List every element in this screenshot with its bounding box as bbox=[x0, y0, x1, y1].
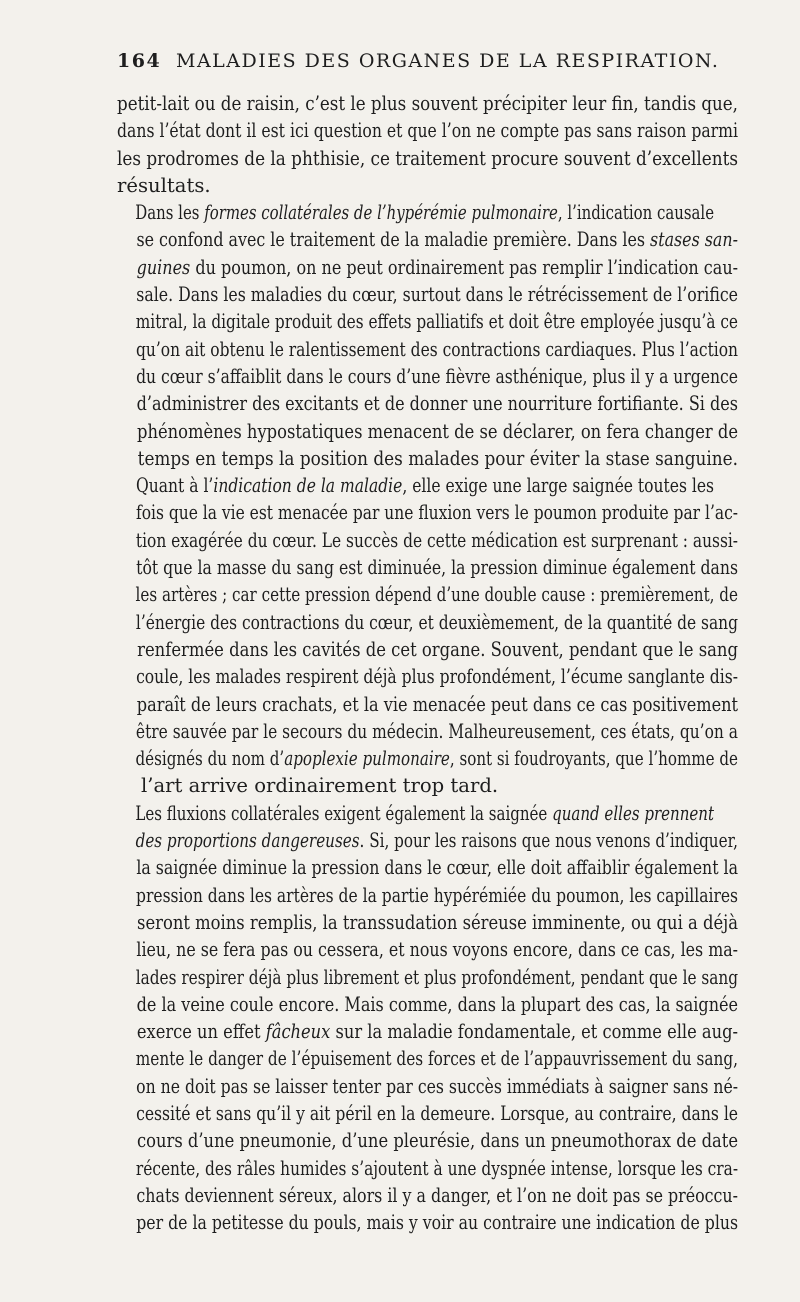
text-run: lades respirer déjà plus librement et plus profondément, pendant que le sang bbox=[135, 965, 739, 989]
text-line bbox=[117, 1100, 738, 1127]
text-run: du poumon, on ne peut ordinairement pas remplir l’indication cau- bbox=[190, 255, 739, 279]
paragraph bbox=[117, 90, 738, 199]
text-run: d’administrer des excitants et de donner une nourriture fortifiante. Si des bbox=[136, 392, 738, 416]
text-line bbox=[117, 691, 738, 718]
text-line bbox=[117, 336, 738, 363]
text-line bbox=[117, 445, 738, 472]
text-line bbox=[117, 1209, 738, 1236]
text-run: désignés du nom d’ bbox=[135, 747, 285, 771]
text-run: pression dans les artères de la partie hypérémiée du poumon, les capillaires bbox=[136, 883, 739, 907]
text-line bbox=[117, 1073, 738, 1100]
text-run: sur la maladie fondamentale, et comme elle aug- bbox=[330, 1020, 739, 1044]
text-run: tôt que la masse du sang est diminuée, la pression diminue également dans bbox=[136, 556, 739, 580]
text-run: de la veine coule encore. Mais comme, dans la plupart des cas, la saignée bbox=[136, 992, 739, 1016]
text-line bbox=[117, 254, 738, 281]
text-run: être sauvée par le secours du médecin. Malheureusement, ces états, qu’on a bbox=[135, 719, 738, 743]
text-run: la saignée diminue la pression dans le cœur, elle doit affaiblir également la bbox=[136, 856, 739, 880]
text-line bbox=[117, 390, 738, 417]
text-run: Dans les bbox=[135, 201, 205, 225]
italic-phrase: stases san- bbox=[650, 228, 738, 252]
text-run: l’art arrive ordinairement trop tard. bbox=[141, 774, 499, 798]
text-line bbox=[117, 363, 738, 390]
text-line bbox=[117, 827, 738, 854]
text-line bbox=[117, 418, 738, 445]
text-run: tion exagérée du cœur. Le succès de cette médication est surprenant : aussi- bbox=[135, 528, 739, 552]
text-run: fois que la vie est menacée par une fluxion vers le poumon produite par l’ac- bbox=[135, 501, 739, 525]
text-line bbox=[117, 936, 738, 963]
text-run: les artères ; car cette pression dépend d’une double cause : premièrement, de bbox=[135, 583, 738, 607]
text-run: cessité et sans qu’il y ait péril en la demeure. Lorsque, au contraire, dans le bbox=[136, 1101, 739, 1125]
text-line bbox=[117, 882, 738, 909]
text-line bbox=[117, 117, 738, 144]
text-run: les prodromes de la phthisie, ce traitement procure souvent d’excellents bbox=[117, 146, 739, 170]
text-run: résultats. bbox=[117, 173, 211, 197]
text-run: lieu, ne se fera pas ou cessera, et nous voyons encore, dans ce cas, les ma- bbox=[136, 938, 739, 962]
text-line bbox=[117, 718, 738, 745]
italic-phrase: des proportions dangereuses bbox=[135, 829, 360, 853]
text-line bbox=[117, 745, 738, 772]
italic-phrase: guines bbox=[136, 255, 191, 279]
paragraph bbox=[117, 199, 738, 472]
text-run: l’énergie des contractions du cœur, et deuxièmement, de la quantité de sang bbox=[135, 610, 738, 634]
text-run: exerce un effet bbox=[136, 1020, 266, 1044]
text-line bbox=[117, 308, 738, 335]
text-run: coule, les malades respirent déjà plus profondément, l’écume sanglante dis- bbox=[136, 665, 738, 689]
text-line bbox=[117, 527, 738, 554]
text-run: phénomènes hypostatiques menacent de se déclarer, on fera changer de bbox=[137, 419, 739, 443]
text-line bbox=[117, 1018, 738, 1045]
text-line bbox=[117, 581, 738, 608]
page-header bbox=[117, 50, 738, 90]
text-line bbox=[117, 800, 714, 827]
text-run: paraît de leurs crachats, et la vie menacée peut dans ce cas positivement bbox=[136, 692, 739, 716]
text-line bbox=[117, 609, 738, 636]
text-line bbox=[117, 1182, 738, 1209]
text-line bbox=[117, 199, 714, 226]
text-line bbox=[117, 1127, 738, 1154]
text-run: sale. Dans les maladies du cœur, surtout dans le rétrécissement de l’orifice bbox=[136, 283, 738, 307]
text-line bbox=[117, 964, 738, 991]
text-run: petit-lait ou de raisin, c’est le plus souvent précipiter leur fin, tandis que, bbox=[117, 92, 739, 115]
text-line bbox=[117, 226, 738, 253]
paragraph bbox=[117, 800, 738, 1237]
text-run: récente, des râles humides s’ajoutent à une dyspnée intense, lorsque les cra- bbox=[135, 1156, 739, 1180]
text-run: seront moins remplis, la transsudation séreuse imminente, ou qui a déjà bbox=[137, 910, 738, 934]
text-run: , elle exige une large saignée toutes les bbox=[402, 474, 715, 498]
text-line bbox=[117, 636, 738, 663]
text-run: se confond avec le traitement de la maladie première. Dans les bbox=[136, 228, 651, 252]
text-line bbox=[117, 554, 738, 581]
text-line bbox=[117, 1155, 738, 1182]
text-run: temps en temps la position des malades pour éviter la stase sanguine. bbox=[137, 446, 738, 470]
paragraph bbox=[117, 472, 738, 800]
text-line bbox=[117, 90, 738, 117]
running-head: MALADIES DES ORGANES DE LA RESPIRATION. bbox=[176, 50, 720, 72]
text-line bbox=[117, 172, 738, 199]
text-line bbox=[117, 991, 738, 1018]
text-line bbox=[117, 145, 738, 172]
text-run: renfermée dans les cavités de cet organe. Souvent, pendant que le sang bbox=[137, 637, 738, 661]
text-run: per de la petitesse du pouls, mais y voir au contraire une indication de plus bbox=[136, 1211, 739, 1235]
italic-phrase: quand elles prennent bbox=[552, 801, 714, 825]
text-line bbox=[117, 663, 738, 690]
text-line bbox=[117, 499, 738, 526]
text-line bbox=[117, 1045, 738, 1072]
text-run: mitral, la digitale produit des effets palliatifs et doit être employée jusqu’à ce bbox=[135, 310, 738, 334]
text-line bbox=[117, 281, 738, 308]
text-line bbox=[117, 909, 738, 936]
text-run: Quant à l’ bbox=[136, 474, 214, 498]
text-run: Les fluxions collatérales exigent également la saignée bbox=[135, 801, 553, 825]
page-number: 164 bbox=[117, 50, 162, 72]
text-line bbox=[117, 472, 714, 499]
text-run: mente le danger de l’épuisement des forces et de l’appauvrissement du sang, bbox=[135, 1047, 739, 1071]
text-line bbox=[117, 772, 738, 799]
italic-phrase: indication de la maladie bbox=[213, 474, 403, 498]
italic-phrase: formes collatérales de l’hypérémie pulmonaire bbox=[204, 201, 558, 225]
text-run: du cœur s’affaiblit dans le cours d’une fièvre asthénique, plus il y a urgence bbox=[136, 364, 738, 388]
text-line bbox=[117, 854, 738, 881]
text-run: cours d’une pneumonie, d’une pleurésie, dans un pneumothorax de date bbox=[137, 1129, 738, 1153]
text-run: on ne doit pas se laisser tenter par ces succès immédiats à saigner sans né- bbox=[136, 1074, 739, 1098]
text-run: . Si, pour les raisons que nous venons d’indiquer, bbox=[359, 829, 738, 853]
italic-phrase: fâcheux bbox=[265, 1020, 331, 1044]
body-text bbox=[117, 90, 738, 1236]
text-run: qu’on ait obtenu le ralentissement des contractions cardiaques. Plus l’action bbox=[135, 337, 739, 361]
text-run: , sont si foudroyants, que l’homme de bbox=[449, 747, 738, 771]
italic-phrase: apoplexie pulmonaire bbox=[284, 747, 450, 771]
text-run: , l’indication causale bbox=[557, 201, 715, 225]
text-run: chats deviennent séreux, alors il y a danger, et l’on ne doit pas se préoccu- bbox=[136, 1183, 738, 1207]
text-run: dans l’état dont il est ici question et que l’on ne compte pas sans raison parmi bbox=[117, 119, 739, 143]
